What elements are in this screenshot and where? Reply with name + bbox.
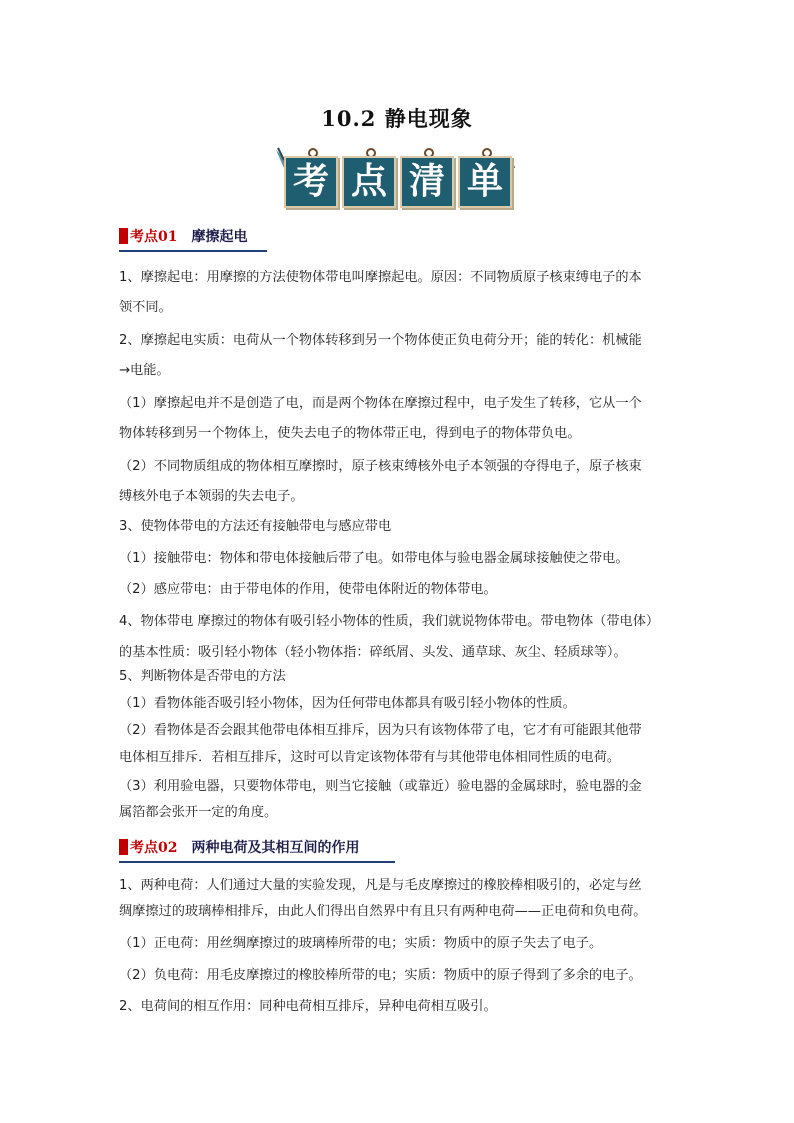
section-label: 考点01 (130, 229, 178, 245)
paragraph-line: 的基本性质：吸引轻小物体（轻小物体指：碎纸屑、头发、通草球、灰尘、轻质球等）。 (119, 645, 627, 660)
banner-char: 考 (284, 156, 338, 208)
section-underline (119, 861, 395, 863)
paragraph-line: 1、两种电荷：人们通过大量的实验发现，凡是与毛皮摩擦过的橡胶棒相吸引的，必定与丝 (119, 878, 642, 893)
section-name: 两种电荷及其相互间的作用 (191, 840, 360, 856)
paragraph-line: 4、物体带电 摩擦过的物体有吸引轻小物体的性质，我们就说物体带电。带电物体（带电体） (119, 614, 660, 629)
section-heading-1 (119, 226, 247, 248)
paragraph-line: （1）看物体能否吸引轻小物体，因为任何带电体都具有吸引轻小物体的性质。 (119, 696, 576, 711)
paragraph-line: 2、摩擦起电实质：电荷从一个物体转移到另一个物体使正负电荷分开；能的转化：机械能 (119, 333, 642, 348)
section-name: 摩擦起电 (191, 229, 248, 245)
banner-graphic (270, 146, 526, 216)
paragraph-line: 缚核外电子本领弱的失去电子。 (119, 489, 304, 504)
paragraph-line: 5、判断物体是否带电的方法 (119, 669, 286, 684)
paragraph-line: 3、使物体带电的方法还有接触带电与感应带电 (119, 519, 392, 534)
banner-char: 清 (400, 156, 454, 208)
paragraph-line: （2）不同物质组成的物体相互摩擦时，原子核束缚核外电子本领强的夺得电子，原子核束 (119, 459, 642, 474)
section-marker (119, 228, 128, 244)
paragraph-line: （2）负电荷：用毛皮摩擦过的橡胶棒所带的电；实质：物质中的原子得到了多余的电子。 (119, 968, 642, 983)
paragraph-line: 绸摩擦过的玻璃棒相排斥，由此人们得出自然界中有且只有两种电荷——正电荷和负电荷。 (119, 904, 647, 919)
paragraph-line: （1）正电荷：用丝绸摩擦过的玻璃棒所带的电；实质：物质中的原子失去了电子。 (119, 936, 603, 951)
section-label: 考点02 (130, 840, 178, 856)
paragraph-line: （1）摩擦起电并不是创造了电，而是两个物体在摩擦过程中，电子发生了转移，它从一个 (119, 396, 642, 411)
paragraph-line: （2）感应带电：由于带电体的作用，使带电体附近的物体带电。 (119, 582, 497, 597)
section-marker (119, 839, 128, 855)
section-underline (119, 250, 267, 252)
paragraph-line: 物体转移到另一个物体上，使失去电子的物体带正电，得到电子的物体带负电。 (119, 426, 581, 441)
section-heading-2 (119, 837, 359, 859)
paragraph-line: →电能。 (119, 363, 170, 378)
paragraph-line: 电体相互排斥．若相互排斥，这时可以肯定该物体带有与其他带电体相同性质的电荷。 (119, 750, 621, 765)
document-title: 10.2 静电现象 (321, 106, 473, 131)
paragraph-line: 属箔都会张开一定的角度。 (119, 805, 278, 820)
paragraph-line: 1、摩擦起电：用摩擦的方法使物体带电叫摩擦起电。原因：不同物质原子核束缚电子的本 (119, 270, 642, 285)
paragraph-line: （1）接触带电：物体和带电体接触后带了电。如带电体与验电器金属球接触使之带电。 (119, 551, 629, 566)
banner-char: 单 (458, 156, 512, 208)
paragraph-line: 领不同。 (119, 300, 172, 315)
paragraph-line: 2、电荷间的相互作用：同种电荷相互排斥，异种电荷相互吸引。 (119, 999, 497, 1014)
paragraph-line: （3）利用验电器，只要物体带电，则当它接触（或靠近）验电器的金属球时，验电器的金 (119, 779, 642, 794)
banner-char: 点 (342, 156, 396, 208)
paragraph-line: （2）看物体是否会跟其他带电体相互排斥，因为只有该物体带了电，它才有可能跟其他带 (119, 723, 642, 738)
